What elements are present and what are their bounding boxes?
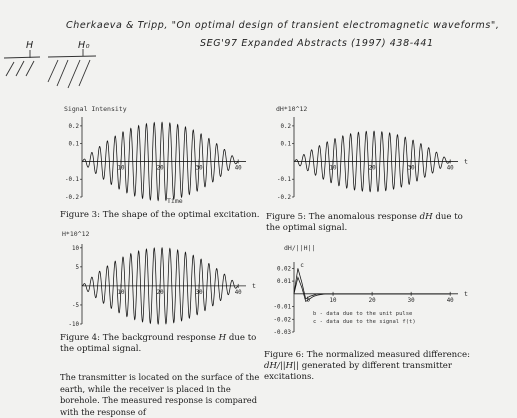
sketch-label-h: H [26, 40, 34, 51]
x-axis-label: t [464, 289, 468, 298]
y-tick-label: 10 [72, 245, 79, 252]
x-tick-label: 40 [446, 297, 454, 304]
fig6-legend-b: b - data due to the unit pulse [313, 311, 413, 317]
y-tick-label: 0.01 [277, 279, 291, 286]
x-tick-label: 10 [117, 165, 125, 172]
fig4-caption-var: H [218, 333, 227, 343]
x-tick-label: 20 [368, 297, 376, 304]
y-tick-label: -0.1 [277, 177, 291, 184]
fig3-title: Signal Intensity [64, 105, 127, 113]
y-tick-label: -0.03 [273, 330, 291, 336]
x-tick-label: 40 [446, 165, 454, 172]
y-tick-label: 0.1 [68, 141, 79, 148]
x-axis-label: t [252, 281, 256, 290]
x-tick-label: 20 [156, 165, 164, 172]
fig6-caption-var: dH/||H|| [264, 361, 299, 371]
fig5-title: dH*10^12 [276, 105, 308, 113]
x-tick-label: 10 [329, 165, 337, 172]
x-tick-label: 30 [407, 165, 415, 172]
fig4-plot [60, 240, 260, 328]
handwritten-citation-line2: SEG'97 Expanded Abstracts (1997) 438-441 [200, 38, 434, 49]
sketch-label-h0: H₀ [78, 40, 91, 51]
x-tick-label: 10 [117, 289, 125, 296]
fig4-title: H*10^12 [62, 230, 90, 238]
x-tick-label: 30 [195, 165, 203, 172]
fig3-plot [60, 113, 260, 201]
y-tick-label: -0.01 [273, 304, 291, 311]
handwritten-citation-line1: Cherkaeva & Tripp, "On optimal design of transient electromagnetic waveforms", [66, 20, 500, 31]
x-tick-label: 30 [195, 289, 203, 296]
fig5-caption [266, 212, 471, 234]
fig6-caption-text-a: Figure 6: The normalized measured difference: [264, 350, 470, 360]
y-tick-label: 0.02 [277, 266, 291, 273]
x-tick-label: 20 [156, 289, 164, 296]
y-tick-label: 0.2 [280, 123, 291, 130]
y-tick-label: -5 [72, 302, 79, 309]
series-line [82, 248, 238, 324]
fig4-caption-text-b: due to the optimal signal. [60, 333, 257, 354]
annotation-b: b [306, 296, 311, 304]
fig5-caption-text-b: due to the optimal signal. [266, 212, 463, 233]
y-tick-label: -0.2 [65, 195, 79, 201]
annotation-c: c [300, 262, 304, 270]
series-line [82, 122, 238, 200]
fig6-caption-text-b: generated by different transmitter excitations. [264, 361, 452, 382]
y-tick-label: -0.1 [65, 177, 79, 184]
fig5-caption-var: dH [419, 212, 433, 222]
y-tick-label: -0.02 [273, 317, 291, 324]
fig6-title: dH/||H|| [284, 244, 316, 252]
fig6-legend-c: c - data due to the signal f(t) [313, 319, 416, 325]
x-tick-label: 10 [329, 297, 337, 304]
fig4-caption-text-a: Figure 4: The background response [60, 333, 219, 343]
y-tick-label: -10 [68, 322, 79, 328]
fig6-caption [264, 350, 474, 383]
fig4-caption [60, 333, 262, 355]
series-line [294, 131, 450, 191]
y-tick-label: 0.2 [68, 123, 79, 130]
body-paragraph: The transmitter is located on the surface of the earth, while the receiver is placed in the borehole. The measured response is compared with the response of [60, 372, 260, 417]
y-tick-label: 5 [75, 264, 79, 271]
x-tick-label: 40 [234, 289, 242, 296]
x-tick-label: 20 [368, 165, 376, 172]
x-tick-label: 30 [407, 297, 415, 304]
fig5-caption-text-a: Figure 5: The anomalous response [266, 212, 420, 222]
x-tick-label: 40 [234, 165, 242, 172]
y-tick-label: 0.1 [280, 141, 291, 148]
y-tick-label: -0.2 [277, 195, 291, 201]
fig3-xlabel: Time [167, 197, 183, 205]
x-axis-label: t [464, 157, 468, 166]
fig3-caption: Figure 3: The shape of the optimal excitation. [60, 210, 260, 220]
fig5-plot [272, 113, 472, 201]
